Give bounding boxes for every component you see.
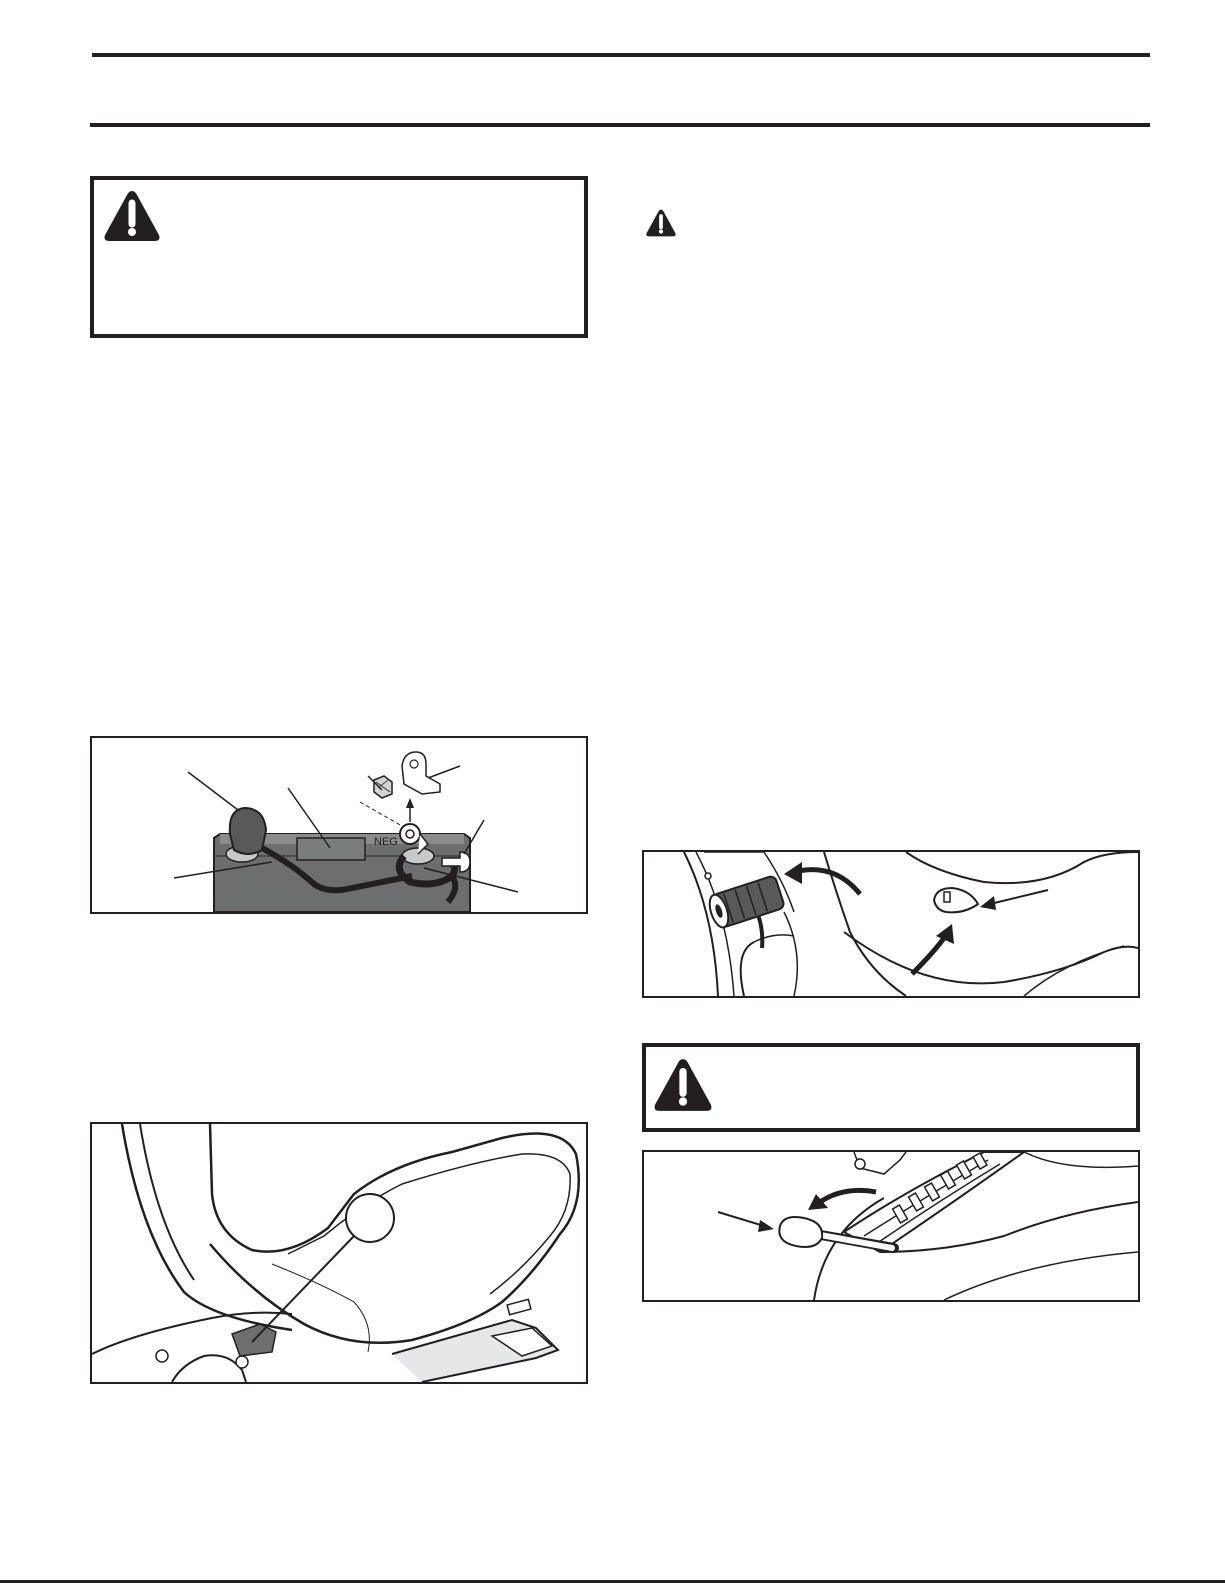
throttle-figure [642, 1150, 1140, 1302]
neg-label: NEG [374, 836, 398, 848]
header-rule-top [92, 53, 1150, 57]
warning-triangle-icon [652, 1055, 714, 1115]
warning-box-1 [90, 176, 588, 338]
footer-rule [0, 1580, 1225, 1583]
header-rule-bottom [90, 123, 1150, 127]
warning-triangle-icon [102, 188, 162, 244]
battery-figure [90, 736, 588, 914]
lever-figure [642, 850, 1140, 998]
seat-figure [90, 1122, 588, 1384]
warning-triangle-icon [645, 208, 677, 238]
warning-box-2 [642, 1043, 1140, 1132]
